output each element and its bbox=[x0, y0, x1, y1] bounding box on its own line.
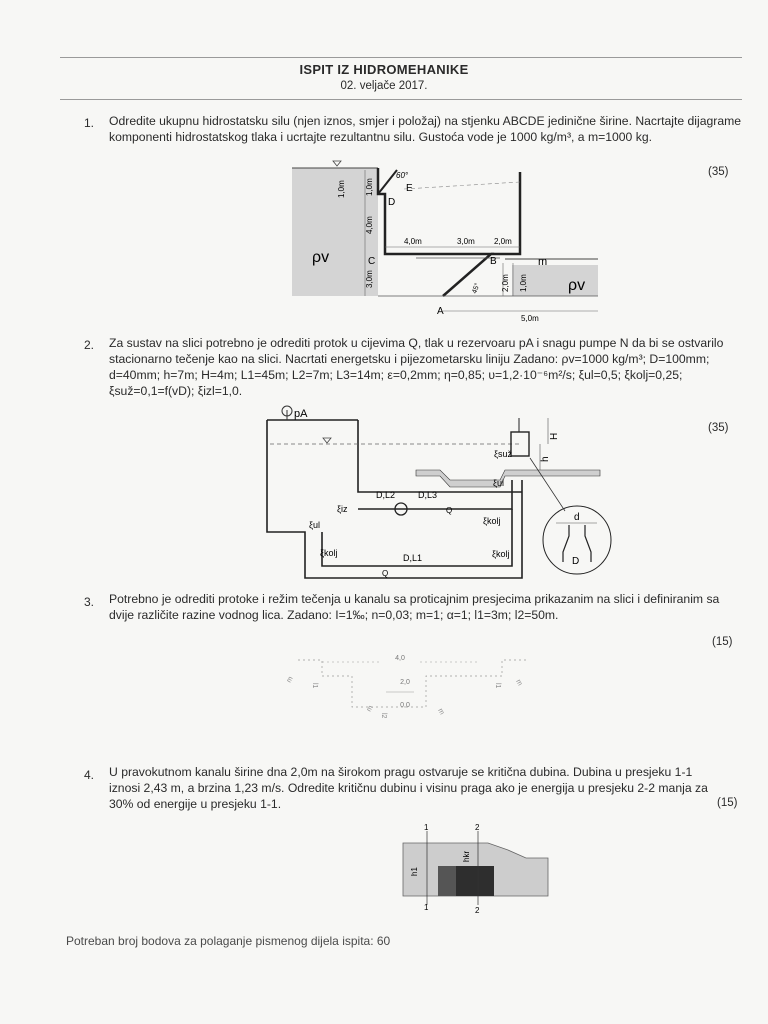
label-xi-kolj-right: ξkolj bbox=[483, 516, 501, 526]
label-C: C bbox=[368, 256, 376, 267]
label-pA: pA bbox=[294, 408, 308, 420]
label-l2: l2 bbox=[380, 713, 387, 719]
label-D-L3: D,L3 bbox=[418, 490, 438, 500]
label-dim-2: 1,0m bbox=[365, 178, 374, 196]
label-dim-5: 3,0m bbox=[457, 237, 475, 246]
label-m: m bbox=[538, 256, 548, 268]
label-D-L2: D,L2 bbox=[376, 490, 396, 500]
exam-date: 02. veljače 2017. bbox=[340, 80, 428, 92]
label-dim-4: 4,0m bbox=[404, 237, 422, 246]
label-xi-iz: ξiz bbox=[337, 504, 348, 514]
problem-3-points: (15) bbox=[712, 636, 733, 648]
label-D: D bbox=[388, 197, 396, 208]
label-l1-left: l1 bbox=[311, 683, 318, 689]
problem-4-points: (15) bbox=[717, 797, 738, 809]
problem-1-number: 1. bbox=[84, 116, 95, 130]
section-1-bottom: 1 bbox=[424, 903, 429, 912]
section-1-top: 1 bbox=[424, 823, 429, 832]
label-dim-3: 4,0m bbox=[365, 216, 374, 234]
problem-4-number: 4. bbox=[84, 768, 95, 782]
label-B: B bbox=[490, 256, 497, 267]
label-m-inner-left: m bbox=[365, 704, 375, 713]
label-dim-10: 5,0m bbox=[521, 314, 539, 323]
problem-1-points: (35) bbox=[708, 166, 729, 178]
label-angle-45: 45° bbox=[471, 282, 482, 295]
label-xi-kolj-left: ξkolj bbox=[320, 548, 338, 558]
label-dim-1: 1,0m bbox=[337, 180, 346, 198]
problem-3-text: Potrebno je odrediti protoke i režim tečenja u kanalu sa proticajnim presjecima prikazanim na slici i definiranim sa dvije različite razine vodnog lica. Zadano: I=1‰; n=0,03; m=1; α=1; l1=3m; l2=50m. bbox=[109, 592, 720, 622]
label-H: H bbox=[549, 432, 560, 440]
label-Q-upper: Q bbox=[446, 506, 453, 515]
label-dim-6: 2,0m bbox=[494, 237, 512, 246]
label-Q-lower: Q bbox=[382, 569, 389, 578]
footer-note: Potreban broj bodova za polaganje pismenog dijela ispita: 60 bbox=[66, 934, 391, 948]
label-xi-suz: ξsuž bbox=[494, 449, 513, 459]
label-l1-right: l1 bbox=[494, 683, 501, 689]
problem-1-text: Odredite ukupnu hidrostatsku silu (njen iznos, smjer i položaj) na stjenku ABCDE jedinične širine. Nacrtajte dijagrame komponenti hidrostatskog tlaka i ucrtajte rezultantnu silu. Gustoća vode je 1000 kg/m³, a m=1000 kg. bbox=[109, 114, 742, 144]
section-2-top: 2 bbox=[475, 823, 480, 832]
label-xi-ul-top: ξul bbox=[493, 478, 505, 488]
problem-3-number: 3. bbox=[84, 595, 95, 609]
level-2: 2,0 bbox=[400, 679, 410, 686]
label-m-right: m bbox=[514, 678, 524, 688]
page-title: ISPIT IZ HIDROMEHANIKE bbox=[299, 62, 469, 77]
label-A: A bbox=[437, 306, 444, 317]
level-0: 0,0 bbox=[400, 702, 410, 709]
label-E: E bbox=[406, 183, 413, 194]
label-rho-left: ρv bbox=[312, 249, 330, 266]
section-2-bottom: 2 bbox=[475, 906, 480, 915]
level-4: 4,0 bbox=[395, 655, 405, 662]
label-d: d bbox=[574, 512, 580, 523]
label-hkr: hkr bbox=[462, 850, 471, 862]
label-m-left: m bbox=[285, 675, 295, 684]
label-h1: h1 bbox=[410, 867, 419, 876]
problem-2-text: Za sustav na slici potrebno je odrediti protok u cijevima Q, tlak u rezervoaru pA i snagu pumpe N da bi se ostvarilo stacionarno tečenje kao na slici. Nacrtati energetsku i pijezometarsku liniju Zadano: ρv=1000 kg/m³; D=100mm; d=40mm; h=7m; H=4m; L1=45m; L2=7m; L3=14m; ε=0,2mm; η=0,85; υ=1,2·10⁻⁶m²/s; ξul=0,5; ξkolj=0,25; ξsuž=0,1=f(vD); ξizl=1,0. bbox=[109, 336, 724, 398]
label-xi-kolj-bottom: ξkolj bbox=[492, 549, 510, 559]
label-D-L1: D,L1 bbox=[403, 553, 423, 563]
label-dim-7: 3,0m bbox=[365, 270, 374, 288]
label-angle-60: 60° bbox=[396, 171, 409, 180]
problem-2-number: 2. bbox=[84, 338, 95, 352]
label-m-inner-right: m bbox=[436, 707, 446, 717]
label-h: h bbox=[540, 456, 551, 462]
label-dim-8: 2,0m bbox=[501, 274, 510, 292]
label-xi-ul: ξul bbox=[309, 520, 321, 530]
label-D: D bbox=[572, 556, 580, 567]
problem-4-text: U pravokutnom kanalu širine dna 2,0m na širokom pragu ostvaruje se kritična dubina. Dubina u presjeku 1-1 iznosi 2,43 m, a brzina 1,23 m/s. Odredite kritičnu dubinu i visinu praga ako je energija u presjeku 2-2 manja za 30% od energije u presjeku 1-1. bbox=[109, 765, 708, 811]
label-rho-right: ρv bbox=[568, 277, 586, 294]
problem-2-points: (35) bbox=[708, 422, 729, 434]
label-dim-9: 1,0m bbox=[519, 274, 528, 292]
